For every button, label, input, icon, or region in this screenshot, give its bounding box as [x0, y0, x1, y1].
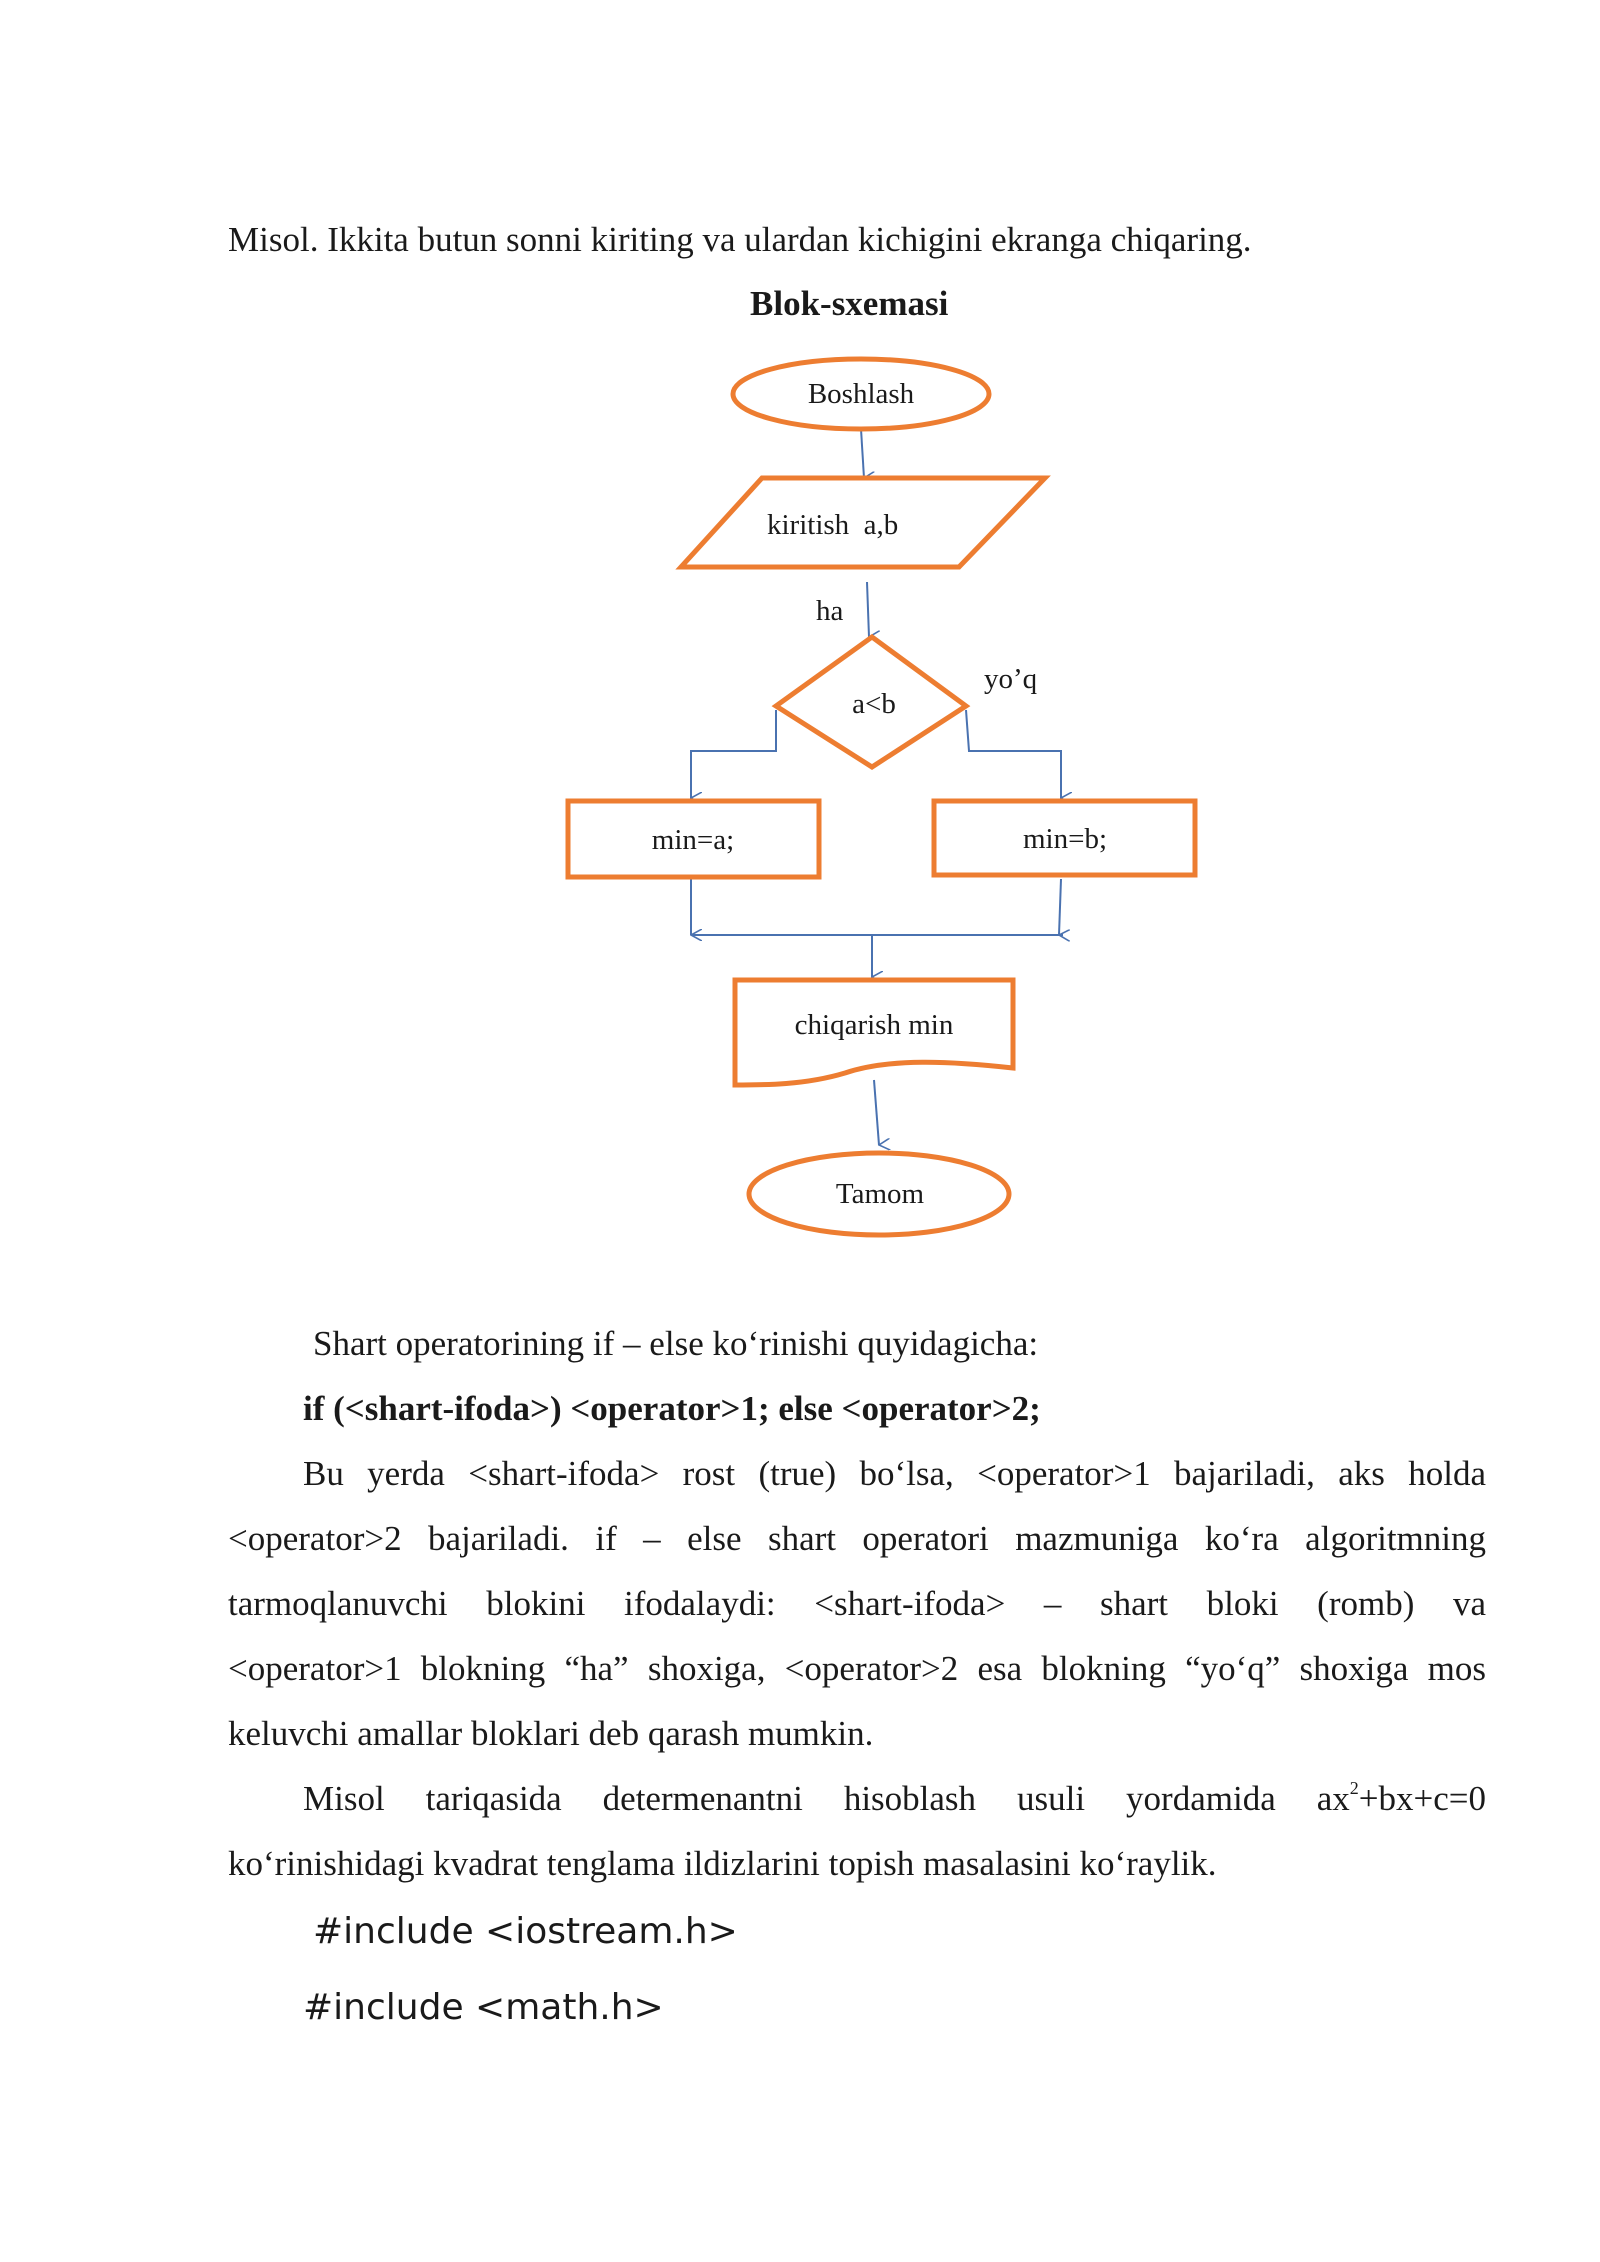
arrow-right-down — [1059, 879, 1061, 935]
output-label: chiqarish min — [794, 1009, 954, 1041]
code-include-iostream: #include <iostream.h> — [313, 1911, 738, 1952]
example-line-1 — [303, 1777, 1486, 1821]
yes-branch-label: ha — [816, 595, 844, 627]
paragraph-line-4: <operator>1 blokning “ha” shoxiga, <operator>2 esa blokning “yo‘q” shoxiga mos — [228, 1649, 1486, 1688]
paragraph-line-1: Bu yerda <shart-ifoda> rost (true) bo‘lsa, <operator>1 bajariladi, aks holda — [303, 1454, 1486, 1493]
paragraph-line-5: keluvchi amallar bloklari deb qarash mumkin. — [228, 1714, 874, 1753]
code-include-math: #include <math.h> — [303, 1987, 664, 2028]
paragraph-line-3: tarmoqlanuvchi blokini ifodalaydi: <shart-ifoda> – shart bloki (romb) va — [228, 1584, 1486, 1623]
arrow-output-to-end — [874, 1080, 879, 1145]
no-action-label: min=b; — [1022, 823, 1108, 855]
condition-label: a<b — [852, 688, 896, 720]
start-label: Boshlash — [807, 378, 915, 410]
example-line-2: ko‘rinishidagi kvadrat tenglama ildizlarini topish masalasini ko‘raylik. — [228, 1844, 1217, 1883]
arrow-no-branch — [966, 710, 1061, 798]
arrow-input-to-condition — [867, 582, 869, 637]
end-label: Tamom — [835, 1178, 925, 1210]
example-text: Misol tariqasida determenantni hisoblash usuli yordamida ax — [303, 1779, 1350, 1818]
arrow-yes-branch — [691, 710, 776, 798]
yes-action-label: min=a; — [651, 824, 735, 856]
equation-tail: +bx+c=0 — [1358, 1779, 1486, 1818]
input-label: kiritish a,b — [767, 509, 899, 541]
arrow-start-to-input — [861, 429, 864, 478]
paragraph-line-2: <operator>2 bajariladi. if – else shart operatori mazmuniga ko‘ra algoritmning — [228, 1519, 1486, 1558]
exponent: 2 — [1349, 1778, 1359, 1798]
paragraph-if-else-intro: Shart operatorining if – else ko‘rinishi quyidagicha: — [313, 1324, 1039, 1363]
no-branch-label: yo’q — [984, 663, 1038, 695]
if-else-syntax: if (<shart-ifoda>) <operator>1; else <operator>2; — [303, 1389, 1041, 1428]
intro-text: Misol. Ikkita butun sonni kiriting va ulardan kichigini ekranga chiqaring. — [228, 220, 1252, 259]
flowchart-title: Blok-sxemasi — [750, 284, 949, 323]
